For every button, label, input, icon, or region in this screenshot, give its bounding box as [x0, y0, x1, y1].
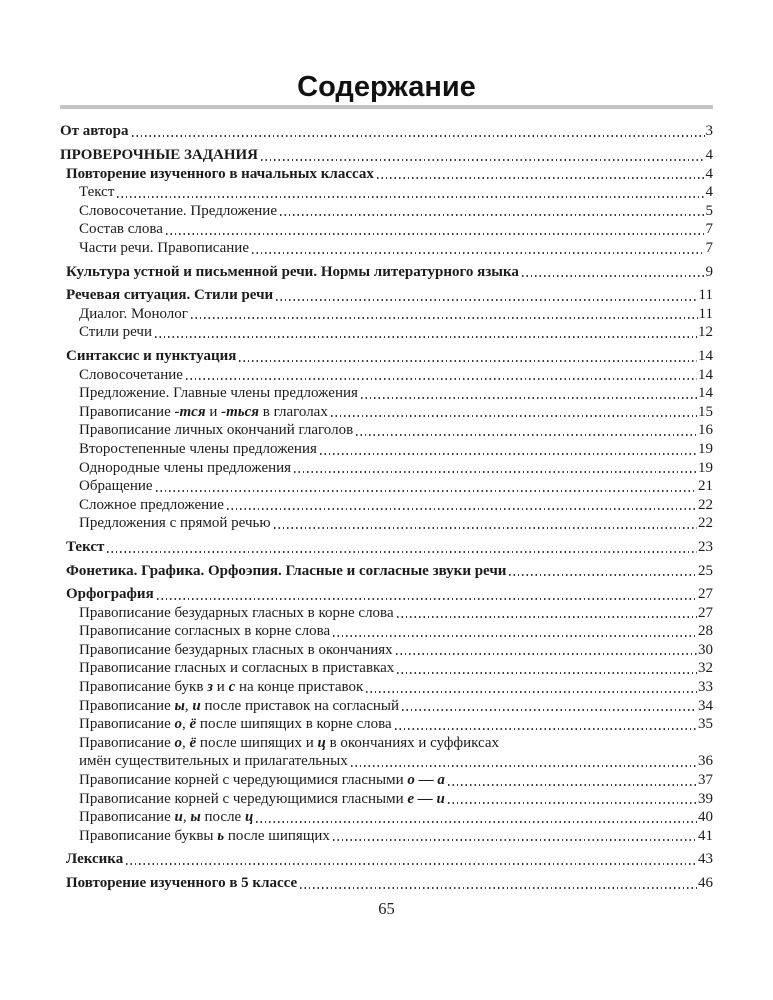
toc-entry-page: 41: [698, 827, 713, 844]
toc-entry-page: 27: [698, 604, 713, 621]
dot-leader: [276, 299, 697, 301]
toc-entry-page: 16: [698, 422, 713, 439]
dot-leader: [186, 378, 697, 380]
toc-entry-page: 12: [698, 324, 713, 341]
toc-entry: [66, 263, 713, 282]
toc-entry: [66, 165, 713, 184]
toc-entry-label: Правописание ы, и после приставок на согласный: [79, 697, 400, 714]
toc-entry-label: ПРОВЕРОЧНЫЕ ЗАДАНИЯ: [60, 147, 259, 164]
toc-entry-page: 5: [705, 202, 713, 219]
toc-entry: [66, 286, 713, 305]
toc-entry-page: 7: [705, 221, 713, 238]
toc-entry-label: Орфография: [66, 586, 154, 603]
dot-leader: [166, 233, 705, 235]
dot-leader: [320, 453, 697, 455]
toc-entry-label: имён существительных и прилагательных: [79, 753, 348, 770]
toc-entry: [79, 715, 713, 734]
toc-entry-label: Фонетика. Графика. Орфоэпия. Гласные и согласные звуки речи: [66, 562, 507, 579]
toc-entry-label: Правописание корней с чередующимися гласными е — и: [79, 790, 445, 807]
toc-entry-page: 3: [705, 123, 713, 140]
dot-leader: [396, 653, 697, 655]
dot-leader: [132, 135, 705, 137]
toc-entry-label: Синтаксис и пунктуация: [66, 347, 237, 364]
dot-leader: [256, 821, 697, 823]
toc-entry-page: 36: [698, 753, 713, 770]
toc-entry-label: Правописание буквы ь после шипящих: [79, 827, 330, 844]
toc-entry: [79, 790, 713, 809]
dot-leader: [397, 616, 697, 618]
title-rule: [60, 105, 713, 109]
toc-entry: [79, 514, 713, 533]
toc-entry: [79, 641, 713, 660]
toc-entry: [79, 697, 713, 716]
toc-entry-label: Правописание о, ё после шипящих и ц в окончаниях и суффиксах: [79, 734, 500, 751]
toc-entry: [66, 562, 713, 581]
toc-entry-page: 35: [698, 716, 713, 733]
toc-entry: [66, 538, 713, 557]
dot-leader: [448, 784, 697, 786]
toc-entry-label: Текст: [79, 184, 115, 201]
toc-entry: [79, 220, 713, 239]
toc-entry: [79, 421, 713, 440]
dot-leader: [239, 360, 697, 362]
toc-entry: [79, 496, 713, 515]
toc-entry: [79, 239, 713, 258]
toc-entry-label: Правописание букв з и с на конце приставок: [79, 679, 364, 696]
toc-entry: [79, 305, 713, 324]
toc-entry-label: Диалог. Монолог: [79, 305, 188, 322]
dot-leader: [395, 728, 697, 730]
dot-leader: [356, 434, 697, 436]
toc-entry: [79, 622, 713, 641]
toc-entry-page: 9: [705, 263, 713, 280]
dot-leader: [191, 317, 698, 319]
toc-entry-label: Лексика: [66, 851, 124, 868]
toc-entry-page: 33: [698, 679, 713, 696]
dot-leader: [157, 598, 697, 600]
toc-entry-label: Стили речи: [79, 324, 153, 341]
toc-entry-label: Словосочетание. Предложение: [79, 202, 277, 219]
toc-entry-page: 25: [698, 562, 713, 579]
toc-entry-page: 11: [698, 287, 713, 304]
dot-leader: [300, 887, 697, 889]
toc-entry-label: Однородные члены предложения: [79, 459, 292, 476]
toc-entry-label: Обращение: [79, 478, 153, 495]
dot-leader: [351, 765, 697, 767]
toc-entry-page: 32: [698, 660, 713, 677]
toc-entry-label: Речевая ситуация. Стили речи: [66, 287, 274, 304]
toc-entry: [79, 323, 713, 342]
toc-entry: [79, 678, 713, 697]
dot-leader: [522, 275, 705, 277]
toc-entry: [66, 347, 713, 366]
toc-entry-page: 27: [698, 586, 713, 603]
toc-entry-label: Текст: [66, 538, 105, 555]
toc-entry-label: Второстепенные члены предложения: [79, 440, 317, 457]
toc-entry-page: 46: [698, 875, 713, 891]
toc-entry-label: Правописание о, ё после шипящих в корне слова: [79, 716, 392, 733]
dot-leader: [333, 635, 697, 637]
toc-entry-label: Правописание гласных и согласных в приставках: [79, 660, 395, 677]
toc-entry-label: Правописание безударных гласных в корне слова: [79, 604, 394, 621]
toc-entry-label: Правописание корней с чередующимися гласными о — а: [79, 772, 445, 789]
toc-entry-label: Части речи. Правописание: [79, 240, 249, 256]
toc-entry: [79, 752, 713, 771]
toc-entry: [79, 183, 713, 202]
toc-entry: [79, 477, 713, 496]
toc-entry-label: Сложное предложение: [79, 496, 224, 513]
toc-entry-label: Повторение изученного в 5 классе: [66, 875, 298, 891]
dot-leader: [294, 471, 697, 473]
toc-entry-page: 4: [705, 184, 713, 201]
toc-entry: [66, 585, 713, 604]
dot-leader: [333, 839, 697, 841]
dot-leader: [361, 397, 697, 399]
dot-leader: [448, 802, 697, 804]
toc-entry-page: 28: [698, 623, 713, 640]
toc-entry: [79, 384, 713, 403]
toc-entry-page: 21: [698, 478, 713, 495]
toc-entry-label: Правописание безударных гласных в окончаниях: [79, 641, 393, 658]
toc-entry-page: 14: [698, 385, 713, 402]
dot-leader: [156, 490, 697, 492]
toc-entry-page: 7: [705, 240, 713, 256]
toc-entry: [79, 202, 713, 221]
toc-entry: [79, 827, 713, 846]
toc-entry: [79, 440, 713, 459]
dot-leader: [331, 415, 697, 417]
dot-leader: [261, 159, 704, 161]
toc-entry-label: Правописание и, ы после ц: [79, 809, 254, 826]
toc-entry: [79, 659, 713, 678]
dot-leader: [377, 177, 705, 179]
toc-entry-page: 4: [705, 165, 713, 182]
toc-entry-label: Предложение. Главные члены предложения: [79, 385, 358, 402]
toc-entry-label: Культура устной и письменной речи. Нормы литературного языка: [66, 263, 519, 280]
toc-entry-page: 39: [698, 790, 713, 807]
toc-entry-page: 34: [698, 697, 713, 714]
toc-entry-page: 19: [698, 459, 713, 476]
toc-entry-page: 14: [698, 347, 713, 364]
toc-list: [60, 122, 713, 892]
dot-leader: [155, 336, 697, 338]
page-number: 65: [378, 898, 395, 918]
toc-entry-page: 40: [698, 809, 713, 826]
toc-entry-page: 19: [698, 440, 713, 457]
toc-entry-page: 30: [698, 641, 713, 658]
dot-leader: [397, 672, 697, 674]
dot-leader: [509, 574, 697, 576]
toc-entry-label: Предложения с прямой речью: [79, 515, 271, 532]
toc-entry-page: 43: [698, 851, 713, 868]
dot-leader: [227, 508, 697, 510]
toc-entry: [66, 850, 713, 869]
toc-entry-page: 4: [705, 147, 713, 164]
toc-entry-page: 22: [698, 515, 713, 532]
dot-leader: [402, 709, 697, 711]
toc-entry-label: Правописание -тся и -ться в глаголах: [79, 403, 328, 420]
toc-entry: [66, 874, 713, 893]
dot-leader: [274, 527, 697, 529]
toc-entry-label: Правописание согласных в корне слова: [79, 623, 331, 640]
dot-leader: [252, 252, 705, 254]
dot-leader: [280, 214, 705, 216]
toc-entry: [79, 808, 713, 827]
toc-entry-page: 23: [698, 538, 713, 555]
toc-entry-label: Словосочетание: [79, 366, 183, 383]
dot-leader: [366, 691, 697, 693]
toc-entry: [79, 459, 713, 478]
toc-entry-label: Повторение изученного в начальных классах: [66, 165, 374, 182]
toc-entry-label: От автора: [60, 123, 129, 140]
toc-entry: [79, 366, 713, 385]
toc-entry-label: Состав слова: [79, 221, 163, 238]
toc-entry: [79, 734, 713, 753]
toc-entry-page: 37: [698, 772, 713, 789]
toc-entry: [79, 771, 713, 790]
dot-leader: [117, 196, 704, 198]
page-title: Содержание: [297, 71, 476, 103]
toc-entry-page: 22: [698, 496, 713, 513]
toc-entry: [79, 403, 713, 422]
toc-entry-page: 14: [698, 366, 713, 383]
toc-entry: [79, 604, 713, 623]
toc-entry-page: 15: [698, 403, 713, 420]
toc-entry: [60, 122, 713, 141]
toc-entry-page: 11: [698, 305, 713, 322]
dot-leader: [126, 863, 697, 865]
toc-entry: [60, 146, 713, 165]
dot-leader: [107, 551, 697, 553]
toc-entry-label: Правописание личных окончаний глаголов: [79, 422, 354, 439]
